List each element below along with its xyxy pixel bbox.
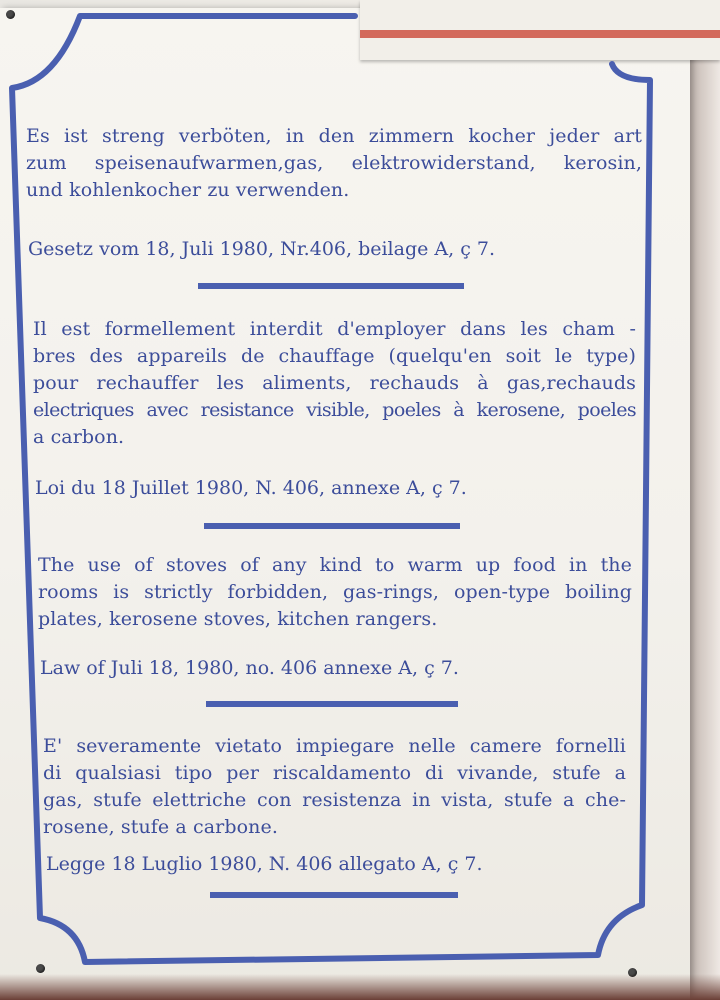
text-line: E' severamente vietato impiegare nelle camere fornelli <box>43 735 626 757</box>
section-english-text <box>38 552 632 633</box>
section-german-text <box>26 123 642 204</box>
section-italian-law: Legge 18 Luglio 1980, N. 406 allegato A, ç 7. <box>46 853 483 875</box>
screw-top-left <box>6 10 15 19</box>
text-line: electriques avec resistance visible, poeles à kerosene, poeles <box>33 399 636 421</box>
section-divider <box>210 892 458 898</box>
section-divider <box>198 283 464 289</box>
section-divider <box>206 701 458 707</box>
text-line: gas, stufe elettriche con resistenza in vista, stufe a che- <box>43 789 626 811</box>
section-german-law: Gesetz vom 18, Juli 1980, Nr.406, beilage A, ç 7. <box>28 238 496 260</box>
floor-shadow <box>0 974 720 1000</box>
section-italian-text <box>43 733 626 841</box>
text-line: a carbon. <box>33 426 125 448</box>
text-line: plates, kerosene stoves, kitchen rangers. <box>38 608 438 630</box>
text-line: Il est formellement interdit d'employer dans les cham - <box>33 318 636 340</box>
text-line: rosene, stufe a carbone. <box>43 816 278 838</box>
text-line: und kohlenkocher zu verwenden. <box>26 179 350 201</box>
text-line: Es ist streng verböten, in den zimmern kocher jeder art <box>26 125 642 147</box>
section-french-text <box>33 316 636 451</box>
text-line: rooms is strictly forbidden, gas-rings, open-type boiling <box>38 581 632 603</box>
section-french-law: Loi du 18 Juillet 1980, N. 406, annexe A, ç 7. <box>35 477 467 499</box>
section-divider <box>204 523 460 529</box>
text-line: di qualsiasi tipo per riscaldamento di vivande, stufe a <box>43 762 626 784</box>
text-line: bres des appareils de chauffage (quelqu'en soit le type) <box>33 345 636 367</box>
text-line: The use of stoves of any kind to warm up food in the <box>38 554 632 576</box>
text-line: pour rechauffer les aliments, rechauds à gas,rechauds <box>33 372 636 394</box>
screw-bottom-left <box>36 964 45 973</box>
text-line: zum speisenaufwarmen,gas, elektrowiderstand, kerosin, <box>26 152 642 174</box>
section-english-law: Law of Juli 18, 1980, no. 406 annexe A, ç 7. <box>40 657 459 679</box>
